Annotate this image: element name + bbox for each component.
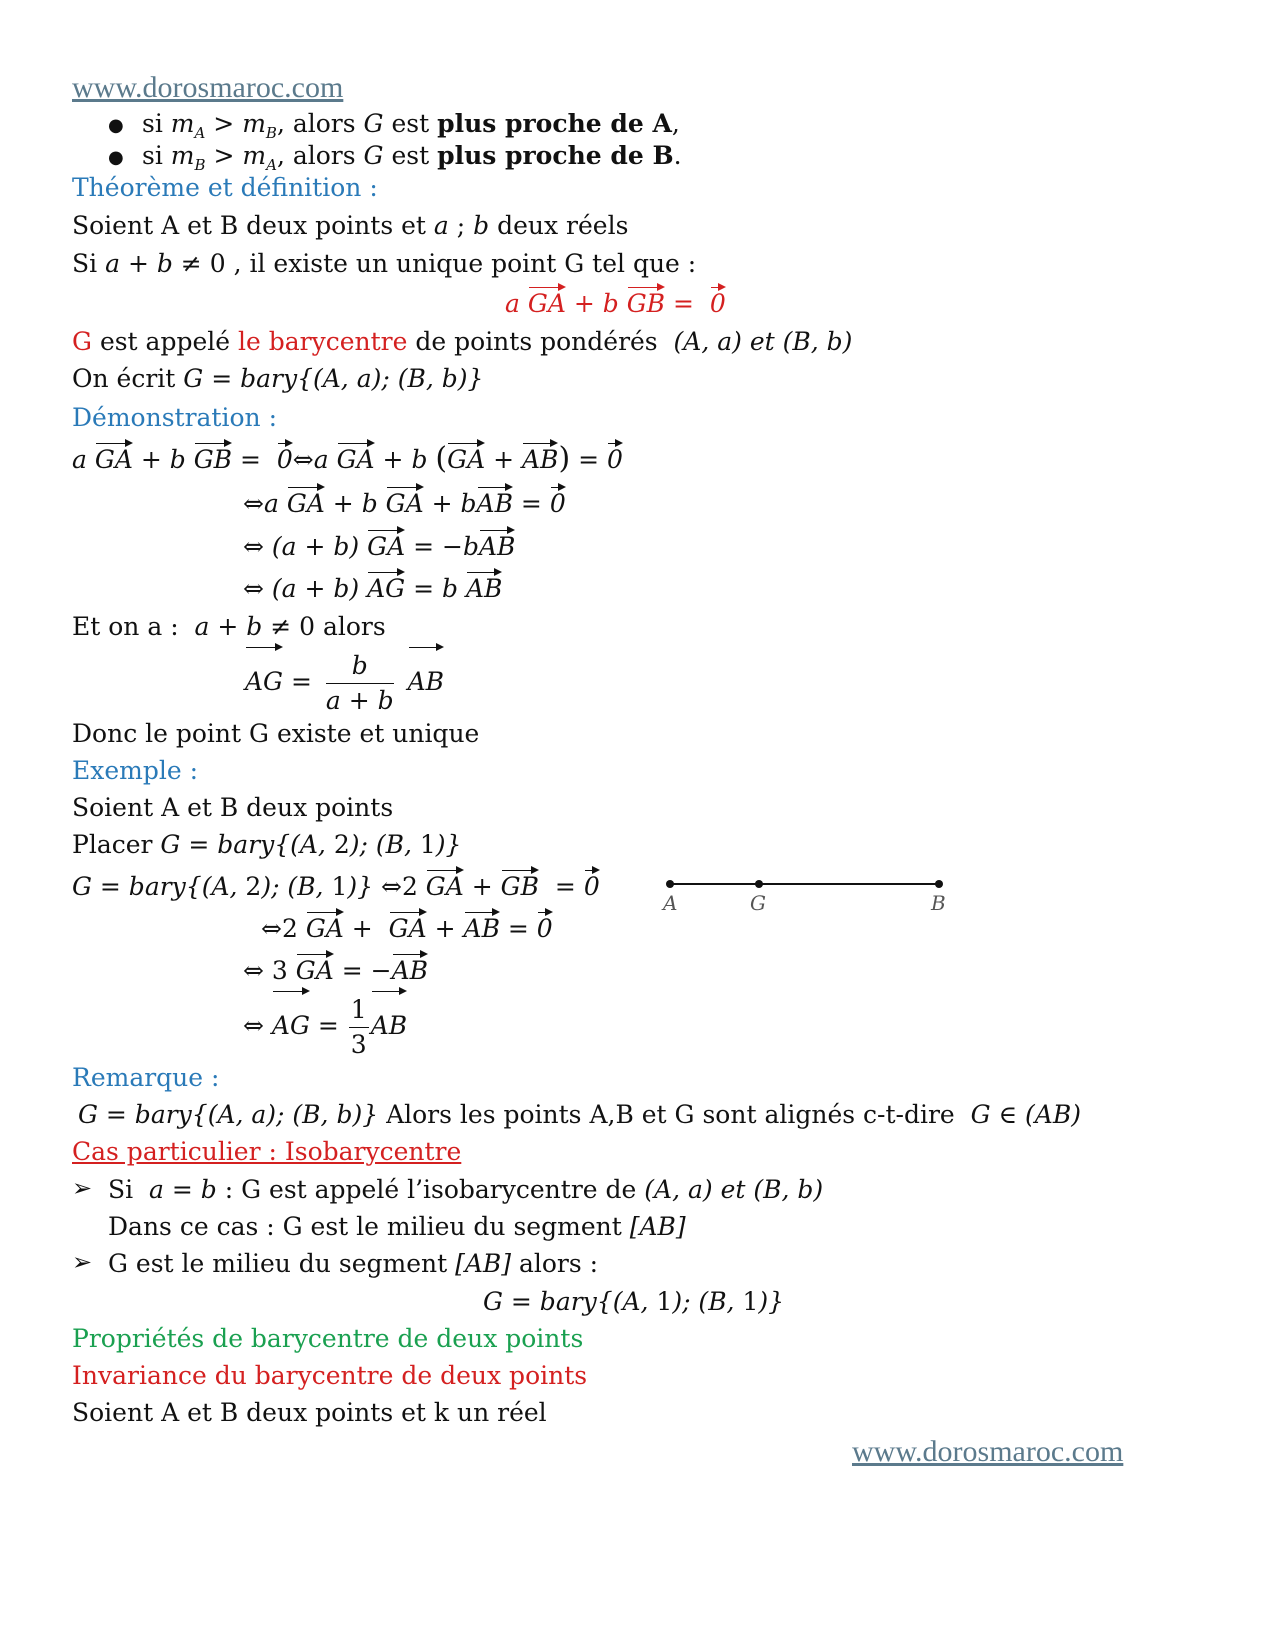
bullet-dot: ●: [108, 115, 124, 136]
arrow-bullet-icon: ➢: [72, 1174, 93, 1202]
bullet-line-2: si $m_B > m_A$, alors G est plus proche de B.: [142, 141, 682, 174]
example-step-1: G = bary{(A, 2); (B, 1)} ⇔2 GA + GB = 0: [72, 869, 600, 903]
footer-link[interactable]: www.dorosmaroc.com: [852, 1435, 1124, 1468]
label-b: B: [931, 891, 946, 915]
remark-text: G = bary{(A, a); (B, b)} Alors les points A,B et G sont alignés c-t-dire G ∈ (AB): [78, 1100, 1081, 1129]
demo-step-2: ⇔a GA + b GA + bAB = 0: [243, 486, 566, 520]
theorem-line-3: G est appelé le barycentre de points pondérés (A, a) et (B, b): [72, 327, 853, 356]
example-line-1: Soient A et B deux points: [72, 793, 394, 822]
theorem-formula: a GA + b GB = 0: [505, 286, 726, 320]
demo-heading: Démonstration :: [72, 403, 277, 432]
properties-subheading: Invariance du barycentre de deux points: [72, 1361, 588, 1390]
theorem-heading: Théorème et définition :: [72, 173, 378, 202]
demo-fraction: AG = $\frac{b}{a + b}$ AB: [245, 646, 444, 718]
demo-step-1: a GA + b GB = 0⇔a GA + b (GA + AB) = 0: [72, 441, 623, 476]
theorem-line-2: Si a + b ≠ 0 , il existe un unique point G tel que :: [72, 249, 697, 278]
remark-heading: Remarque :: [72, 1063, 220, 1092]
example-step-4: ⇔ AG = $\frac{1}{3}$ AB: [243, 990, 407, 1062]
demo-step-3: ⇔ (a + b) GA = −bAB: [243, 529, 515, 563]
arrow-bullet-icon: ➢: [72, 1248, 93, 1276]
label-g: G: [750, 891, 766, 915]
example-heading: Exemple :: [72, 756, 199, 785]
particular-heading: Cas particulier : Isobarycentre: [72, 1137, 462, 1166]
bullet-line-1: si $m_A > m_B$, alors G est plus proche de A,: [142, 109, 680, 142]
point-b: [935, 880, 943, 888]
particular-item-1-line-2: Dans ce cas : G est le milieu du segment [AB]: [108, 1212, 686, 1241]
header-link[interactable]: www.dorosmaroc.com: [72, 71, 344, 104]
particular-item-1: Si a = b : G est appelé l’isobarycentre de (A, a) et (B, b): [108, 1175, 824, 1204]
example-line-2: Placer G = bary{(A, 2); (B, 1)}: [72, 830, 462, 859]
point-a: [666, 880, 674, 888]
properties-heading: Propriétés de barycentre de deux points: [72, 1324, 584, 1353]
example-step-2: ⇔2 GA + GA + AB = 0: [261, 911, 553, 945]
example-step-3: ⇔ 3 GA = −AB: [243, 953, 428, 987]
properties-line: Soient A et B deux points et k un réel: [72, 1398, 547, 1427]
point-g: [755, 880, 763, 888]
theorem-line-1: Soient A et B deux points et a ; b deux réels: [72, 211, 629, 240]
demo-final: Donc le point G existe et unique: [72, 719, 480, 748]
bullet-dot: ●: [108, 147, 124, 168]
particular-formula: G = bary{(A, 1); (B, 1)}: [483, 1287, 785, 1316]
segment-figure: [655, 870, 955, 920]
demo-step-4: ⇔ (a + b) AG = b AB: [243, 571, 502, 605]
theorem-line-4: On écrit G = bary{(A, a); (B, b)}: [72, 364, 484, 393]
label-a: A: [663, 891, 678, 915]
demo-conclusion: Et on a : a + b ≠ 0 alors: [72, 612, 386, 641]
particular-item-2: G est le milieu du segment [AB] alors :: [108, 1249, 599, 1278]
